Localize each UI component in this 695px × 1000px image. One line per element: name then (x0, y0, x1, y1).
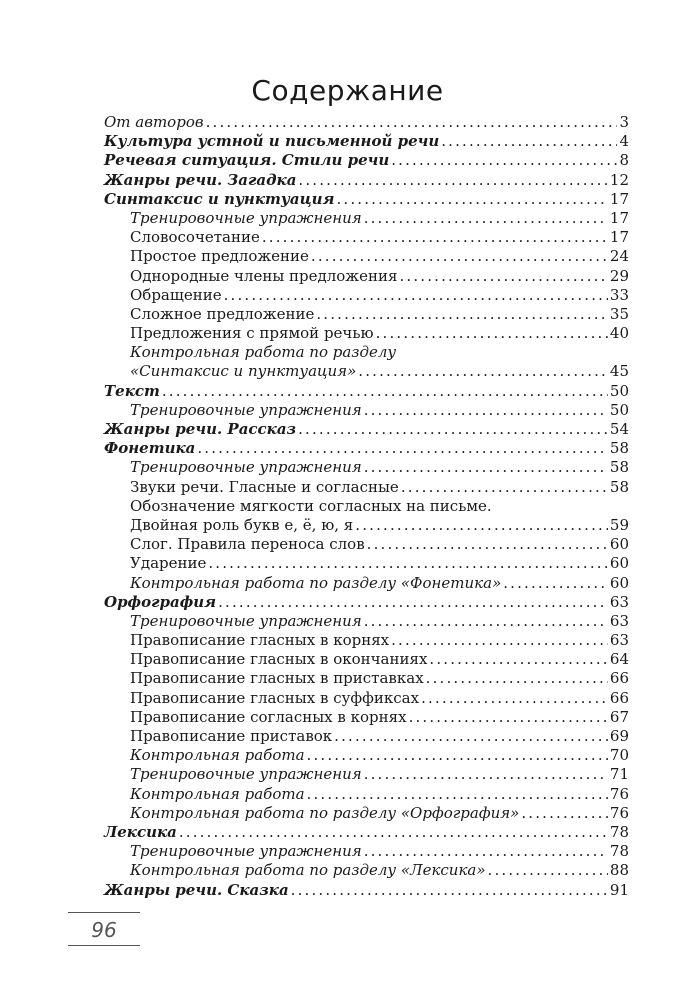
toc-entry-page: 33 (609, 285, 629, 304)
page-number: 96 (68, 912, 140, 946)
toc-entry-title: Звуки речи. Гласные и согласные (130, 477, 399, 496)
toc-entry-page: 88 (609, 861, 629, 880)
dot-leader (316, 305, 608, 324)
dot-leader (426, 669, 608, 688)
toc-entry-page: 60 (609, 573, 629, 592)
toc-entry-title: Орфография (104, 592, 217, 611)
toc-entry (104, 689, 629, 708)
toc-entry (104, 516, 629, 535)
toc-entry-page: 58 (609, 477, 629, 496)
dot-leader (307, 785, 608, 804)
toc-entry (104, 458, 629, 477)
dot-leader (206, 113, 618, 132)
toc-entry-page: 63 (609, 611, 629, 630)
dot-leader (311, 247, 608, 266)
toc-entry (104, 554, 629, 573)
toc-entry (104, 382, 629, 401)
toc-entry-title: Обозначение мягкости согласных на письме. (130, 496, 492, 515)
toc-entry (104, 305, 629, 324)
toc-entry-title: Правописание согласных в корнях (130, 707, 407, 726)
toc-entry-page: 58 (609, 458, 629, 477)
toc-entry-title: Культура устной и письменной речи (104, 132, 440, 151)
dot-leader (224, 286, 608, 305)
toc-entry-title: Слог. Правила переноса слов (130, 535, 365, 554)
toc-entry-title: Контрольная работа по разделу (130, 343, 397, 362)
toc-entry-title: Речевая ситуация. Стили речи (104, 151, 390, 170)
toc-entry-title: Контрольная работа по разделу «Лексика» (130, 861, 486, 880)
toc-entry (104, 401, 629, 420)
toc-entry (104, 650, 629, 669)
toc-entry-title: Тренировочные упражнения (130, 400, 362, 419)
toc-entry-title: Тренировочные упражнения (130, 458, 362, 477)
toc-entry (104, 478, 629, 497)
toc-entry (104, 823, 629, 842)
toc-entry-page: 63 (609, 631, 629, 650)
dot-leader (364, 612, 608, 631)
toc-entry-title: Словосочетание (130, 228, 260, 247)
toc-entry (104, 151, 629, 170)
dot-leader (291, 881, 608, 900)
toc-entry-title: Тренировочные упражнения (130, 208, 362, 227)
toc-entry-page: 71 (609, 765, 629, 784)
dot-leader (355, 516, 608, 535)
toc-entry-title: Обращение (130, 285, 222, 304)
dot-leader (399, 267, 607, 286)
toc-entry-page: 17 (609, 189, 629, 208)
dot-leader (421, 689, 608, 708)
toc-entry (104, 727, 629, 746)
toc-entry-title: Правописание гласных в окончаниях (130, 650, 428, 669)
dot-leader (391, 631, 608, 650)
toc-entry-page: 50 (609, 381, 629, 400)
dot-leader (358, 362, 608, 381)
toc-entry-title: Ударение (130, 554, 207, 573)
toc-entry-page: 78 (609, 822, 629, 841)
toc-entry (104, 343, 629, 362)
toc-entry-title: Двойная роль букв е, ё, ю, я (130, 515, 354, 534)
dot-leader (488, 861, 608, 880)
toc-entry (104, 132, 629, 151)
toc-entry-page: 70 (609, 746, 629, 765)
table-of-contents (104, 113, 629, 900)
toc-entry (104, 439, 629, 458)
toc-entry-page: 8 (619, 151, 629, 170)
toc-entry (104, 362, 629, 381)
toc-entry-page: 63 (609, 592, 629, 611)
dot-leader (162, 382, 608, 401)
toc-entry (104, 861, 629, 880)
toc-entry (104, 497, 629, 516)
dot-leader (409, 708, 608, 727)
dot-leader (364, 401, 608, 420)
toc-entry-title: Предложения с прямой речью (130, 324, 374, 343)
toc-entry-title: Синтаксис и пунктуация (104, 189, 335, 208)
toc-entry (104, 746, 629, 765)
toc-entry (104, 669, 629, 688)
toc-entry-page: 40 (609, 324, 629, 343)
toc-entry-page: 24 (609, 247, 629, 266)
toc-entry (104, 765, 629, 784)
toc-entry-page: 35 (609, 304, 629, 323)
toc-entry (104, 881, 629, 900)
toc-entry-title: Контрольная работа по разделу «Фонетика» (130, 573, 502, 592)
toc-entry-title: От авторов (104, 113, 204, 131)
toc-entry (104, 113, 629, 132)
toc-entry-title: Тренировочные упражнения (130, 611, 362, 630)
toc-entry-title: Правописание гласных в суффиксах (130, 688, 420, 707)
dot-leader (364, 842, 608, 861)
toc-entry-title: Текст (104, 381, 160, 400)
toc-entry (104, 247, 629, 266)
dot-leader (179, 823, 608, 842)
toc-entry-title: Лексика (104, 822, 177, 841)
dot-leader (364, 209, 608, 228)
toc-entry (104, 190, 629, 209)
toc-entry-page: 58 (609, 439, 629, 458)
toc-entry-title: Жанры речи. Рассказ (104, 420, 297, 438)
toc-entry (104, 420, 629, 439)
toc-entry-title: Тренировочные упражнения (130, 842, 362, 861)
toc-entry-title: Простое предложение (130, 247, 309, 266)
toc-entry-title: «Синтаксис и пунктуация» (130, 362, 357, 381)
toc-entry-title: Правописание гласных в приставках (130, 669, 424, 688)
toc-entry (104, 535, 629, 554)
toc-entry-page: 4 (619, 132, 629, 151)
toc-entry-title: Фонетика (104, 439, 196, 458)
dot-leader (364, 765, 608, 784)
dot-leader (401, 478, 608, 497)
dot-leader (441, 132, 617, 151)
dot-leader (367, 535, 608, 554)
dot-leader (503, 574, 608, 593)
toc-entry (104, 631, 629, 650)
dot-leader (336, 190, 607, 209)
toc-entry (104, 286, 629, 305)
toc-entry-title: Контрольная работа по разделу «Орфография» (130, 803, 520, 822)
toc-entry-page: 66 (609, 688, 629, 707)
toc-entry (104, 324, 629, 343)
toc-entry-page: 17 (609, 208, 629, 227)
dot-leader (334, 727, 608, 746)
toc-entry-page: 91 (609, 880, 629, 899)
toc-entry-page: 17 (609, 228, 629, 247)
dot-leader (391, 151, 617, 170)
toc-entry-title: Сложное предложение (130, 304, 315, 323)
dot-leader (208, 554, 608, 573)
dot-leader (298, 420, 608, 439)
toc-entry-page: 12 (609, 170, 629, 189)
toc-entry-page: 50 (609, 400, 629, 419)
toc-entry (104, 574, 629, 593)
dot-leader (298, 171, 607, 190)
toc-entry (104, 267, 629, 286)
toc-entry (104, 842, 629, 861)
toc-entry-page: 59 (609, 515, 629, 534)
toc-entry-page: 60 (609, 535, 629, 554)
toc-entry (104, 612, 629, 631)
toc-entry (104, 804, 629, 823)
toc-entry-title: Контрольная работа (130, 746, 305, 765)
toc-entry-title: Правописание гласных в корнях (130, 631, 390, 650)
toc-entry-page: 66 (609, 669, 629, 688)
dot-leader (429, 650, 608, 669)
toc-entry-title: Тренировочные упражнения (130, 765, 362, 784)
dot-leader (307, 746, 608, 765)
page-title: Содержание (251, 74, 444, 107)
dot-leader (376, 324, 608, 343)
toc-entry (104, 171, 629, 190)
toc-entry-page: 76 (609, 803, 629, 822)
toc-entry-page: 64 (609, 650, 629, 669)
toc-entry-title: Правописание приставок (130, 727, 333, 745)
toc-entry-page: 78 (609, 842, 629, 861)
dot-leader (521, 804, 608, 823)
dot-leader (364, 458, 608, 477)
toc-entry (104, 708, 629, 727)
toc-entry (104, 228, 629, 247)
dot-leader (197, 439, 608, 458)
toc-entry-title: Однородные члены предложения (130, 266, 398, 285)
toc-entry-title: Жанры речи. Сказка (104, 880, 289, 899)
dot-leader (262, 228, 608, 247)
toc-entry-page: 54 (609, 420, 629, 438)
toc-entry-page: 3 (619, 113, 629, 131)
toc-entry-page: 67 (609, 707, 629, 726)
toc-entry-page: 60 (609, 554, 629, 573)
toc-entry-title: Контрольная работа (130, 784, 305, 803)
toc-entry-title: Жанры речи. Загадка (104, 170, 297, 189)
toc-entry (104, 209, 629, 228)
toc-entry (104, 785, 629, 804)
toc-entry-page: 76 (609, 784, 629, 803)
toc-entry-page: 29 (609, 266, 629, 285)
toc-entry (104, 593, 629, 612)
toc-entry-page: 69 (609, 727, 629, 745)
toc-entry-page: 45 (609, 362, 629, 381)
dot-leader (218, 593, 608, 612)
